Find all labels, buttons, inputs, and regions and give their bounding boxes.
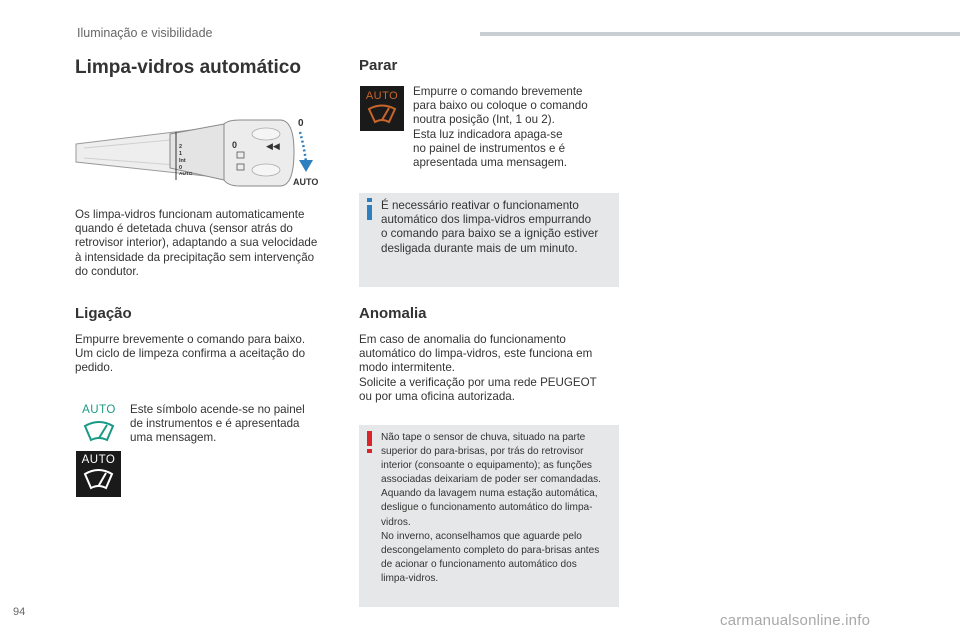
parar-text: Empurre o comando brevemente para baixo ou coloque o comando noutra posição (Int, 1 ou 2). Esta luz indicadora apaga-se no painel de instrumentos e é apresentada uma mensagem. <box>413 85 588 170</box>
ring-label: 0 <box>232 140 238 150</box>
auto-wiper-outline-icon: AUTO <box>76 404 122 450</box>
arrow-label-bottom: AUTO <box>293 177 319 187</box>
page-number: 94 <box>13 606 26 618</box>
heading-ligacao: Ligação <box>75 305 132 322</box>
intro-paragraph: Os limpa-vidros funcionam automaticamente quando é detetada chuva (sensor atrás do retrovisor interior), adaptando a sua velocidade à intensidade da precipitação sem intervenção do condutor. <box>75 208 318 278</box>
info-icon <box>365 198 375 220</box>
ligacao-text: Empurre brevemente o comando para baixo. Um ciclo de limpeza confirma a aceitação do pedido. <box>75 333 306 375</box>
info-note-text: É necessário reativar o funcionamento automático dos limpa-vidros empurrando o comando para baixo se a ignição estiver desligada durante mais de um minuto. <box>381 199 599 255</box>
symbol-description: Este símbolo acende-se no painel de instrumentos e é apresentada uma mensagem. <box>130 403 305 445</box>
warning-icon <box>365 431 375 453</box>
header-bar <box>480 32 960 36</box>
svg-text:2: 2 <box>179 144 183 150</box>
windscreen-wiper-icon <box>76 416 122 446</box>
wiper-stalk-figure <box>74 112 324 192</box>
windscreen-wiper-icon <box>360 102 404 128</box>
warning-text: Não tape o sensor de chuva, situado na parte superior do para-brisas, por trás do retrovisor interior (consoante o equipamento); as funções associadas deixariam de poder ser comandadas. Aquando da lavagem numa estação automática, desligue o funcionamento automático do limpa- vidros. No inverno, aconselhamos que aguarde pelo descongelamento completo do para-brisas antes de acionar o funcionamento automático dos limpa-vidros. <box>381 432 601 584</box>
watermark: carmanualsonline.info <box>720 612 871 629</box>
heading-anomalia: Anomalia <box>359 305 427 322</box>
arrow-down-icon <box>299 160 313 172</box>
svg-text:0: 0 <box>179 165 183 171</box>
auto-wiper-dark-icon: AUTO <box>76 451 121 497</box>
page-title: Limpa-vidros automático <box>75 57 301 78</box>
svg-text:AUTO: AUTO <box>179 172 193 177</box>
windscreen-wiper-icon <box>76 466 121 494</box>
auto-wiper-off-icon: AUTO <box>360 86 404 131</box>
arrow-label-top: 0 <box>298 118 304 129</box>
heading-parar: Parar <box>359 57 398 74</box>
section-header: Iluminação e visibilidade <box>77 26 213 40</box>
anomalia-text: Em caso de anomalia do funcionamento automático do limpa-vidros, este funciona em modo intermitente. Solicite a verificação por uma rede PEUGEOT ou por uma oficina autorizada. <box>359 333 597 403</box>
svg-text:1: 1 <box>179 151 183 157</box>
fast-forward-icon: ◀◀ <box>266 142 280 152</box>
svg-text:Int: Int <box>179 158 186 164</box>
